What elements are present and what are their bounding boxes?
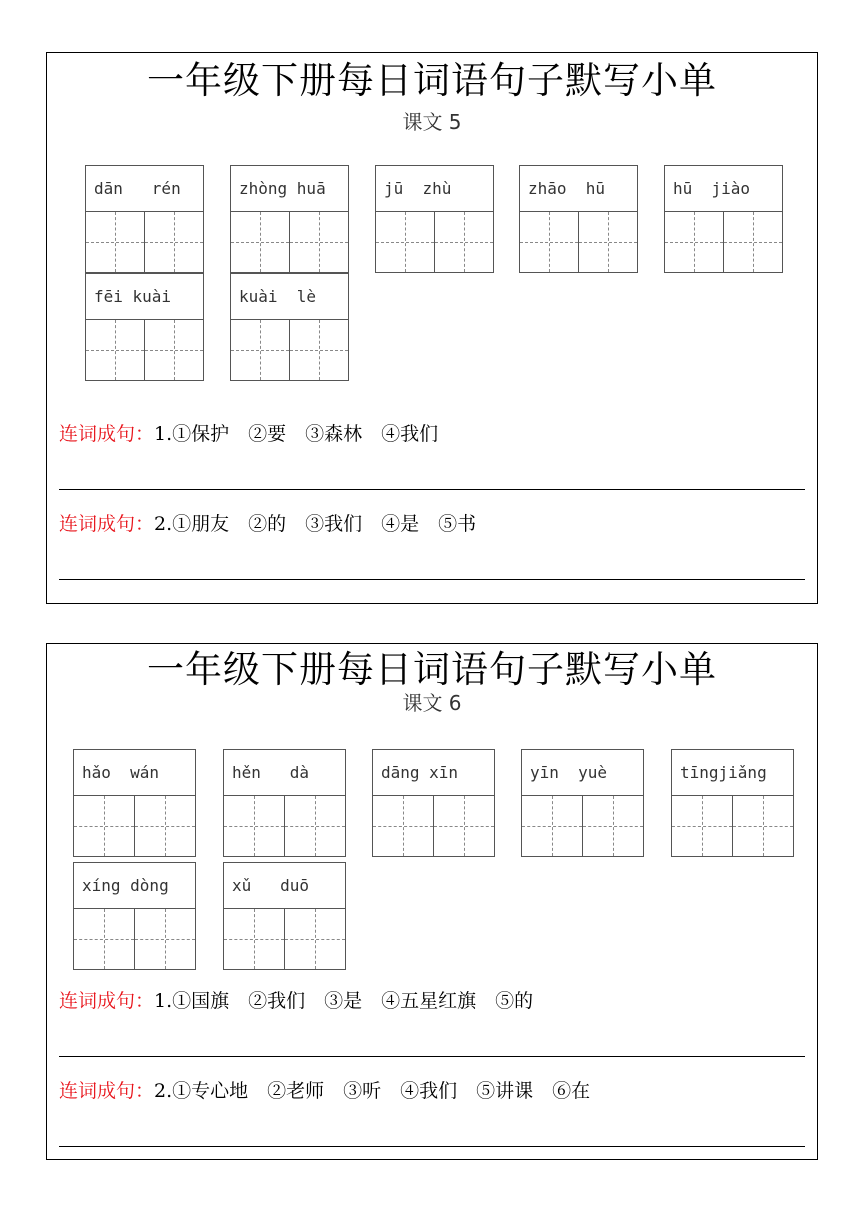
word-cell xyxy=(73,749,196,857)
word-cell xyxy=(230,165,349,273)
writing-box[interactable] xyxy=(434,212,493,272)
pinyin-label: yīn yuè xyxy=(522,750,643,796)
writing-box[interactable] xyxy=(582,796,643,856)
writing-box[interactable] xyxy=(376,212,434,272)
writing-box[interactable] xyxy=(231,212,289,272)
writing-box[interactable] xyxy=(578,212,637,272)
word-list: 2.①专心地 ②老师 ③听 ④我们 ⑤讲课 ⑥在 xyxy=(154,1080,591,1102)
word-list: 1.①保护 ②要 ③森林 ④我们 xyxy=(154,423,439,445)
task-label: 连词成句： xyxy=(59,1080,155,1102)
sentence-task-1 xyxy=(59,421,438,447)
pinyin-label: dāng xīn xyxy=(373,750,494,796)
answer-line[interactable] xyxy=(59,579,805,580)
lesson-label: 课文 5 xyxy=(402,110,462,134)
task-label: 连词成句： xyxy=(59,513,155,535)
writing-box[interactable] xyxy=(665,212,723,272)
answer-line[interactable] xyxy=(59,489,805,490)
task-label: 连词成句： xyxy=(59,423,155,445)
lesson-label: 课文 6 xyxy=(402,691,462,715)
word-cell xyxy=(85,273,204,381)
writing-box[interactable] xyxy=(672,796,732,856)
writing-box[interactable] xyxy=(86,212,144,272)
pinyin-label: hěn dà xyxy=(224,750,345,796)
word-cell xyxy=(519,165,638,273)
writing-box[interactable] xyxy=(86,320,144,380)
word-cell xyxy=(230,273,349,381)
writing-box[interactable] xyxy=(74,909,134,969)
answer-line[interactable] xyxy=(59,1146,805,1147)
word-cell xyxy=(85,165,204,273)
word-cell xyxy=(664,165,783,273)
writing-box[interactable] xyxy=(289,320,348,380)
writing-box[interactable] xyxy=(144,212,203,272)
answer-line[interactable] xyxy=(59,1056,805,1057)
pinyin-label: hǎo wán xyxy=(74,750,195,796)
word-cell xyxy=(521,749,644,857)
word-list: 1.①国旗 ②我们 ③是 ④五星红旗 ⑤的 xyxy=(154,990,534,1012)
writing-box[interactable] xyxy=(373,796,433,856)
word-cell xyxy=(223,749,346,857)
writing-box[interactable] xyxy=(74,796,134,856)
writing-box[interactable] xyxy=(732,796,793,856)
pinyin-label: xíng dòng xyxy=(74,863,195,909)
dictation-sheet-lesson-5 xyxy=(46,52,818,604)
pinyin-label: zhāo hū xyxy=(520,166,637,212)
sentence-task-1 xyxy=(59,988,533,1014)
word-list: 2.①朋友 ②的 ③我们 ④是 ⑤书 xyxy=(154,513,477,535)
word-cell xyxy=(671,749,794,857)
sentence-task-2 xyxy=(59,511,476,537)
word-cell xyxy=(73,862,196,970)
writing-box[interactable] xyxy=(289,212,348,272)
task-label: 连词成句： xyxy=(59,990,155,1012)
pinyin-label: xǔ duō xyxy=(224,863,345,909)
writing-box[interactable] xyxy=(231,320,289,380)
writing-box[interactable] xyxy=(284,909,345,969)
writing-box[interactable] xyxy=(520,212,578,272)
writing-box[interactable] xyxy=(522,796,582,856)
sheet-title: 一年级下册每日词语句子默写小单 xyxy=(147,59,717,102)
pinyin-label: dān rén xyxy=(86,166,203,212)
pinyin-label: kuài lè xyxy=(231,274,348,320)
word-cell xyxy=(372,749,495,857)
dictation-sheet-lesson-6 xyxy=(46,643,818,1160)
pinyin-label: hū jiào xyxy=(665,166,782,212)
sentence-task-2 xyxy=(59,1078,590,1104)
writing-box[interactable] xyxy=(224,909,284,969)
writing-box[interactable] xyxy=(144,320,203,380)
writing-box[interactable] xyxy=(433,796,494,856)
writing-box[interactable] xyxy=(723,212,782,272)
writing-box[interactable] xyxy=(134,909,195,969)
word-cell xyxy=(223,862,346,970)
writing-box[interactable] xyxy=(284,796,345,856)
pinyin-label: fēi kuài xyxy=(86,274,203,320)
pinyin-label: jū zhù xyxy=(376,166,493,212)
sheet-title: 一年级下册每日词语句子默写小单 xyxy=(147,648,717,691)
pinyin-label: zhòng huā xyxy=(231,166,348,212)
writing-box[interactable] xyxy=(134,796,195,856)
word-cell xyxy=(375,165,494,273)
writing-box[interactable] xyxy=(224,796,284,856)
pinyin-label: tīngjiǎng xyxy=(672,750,793,796)
